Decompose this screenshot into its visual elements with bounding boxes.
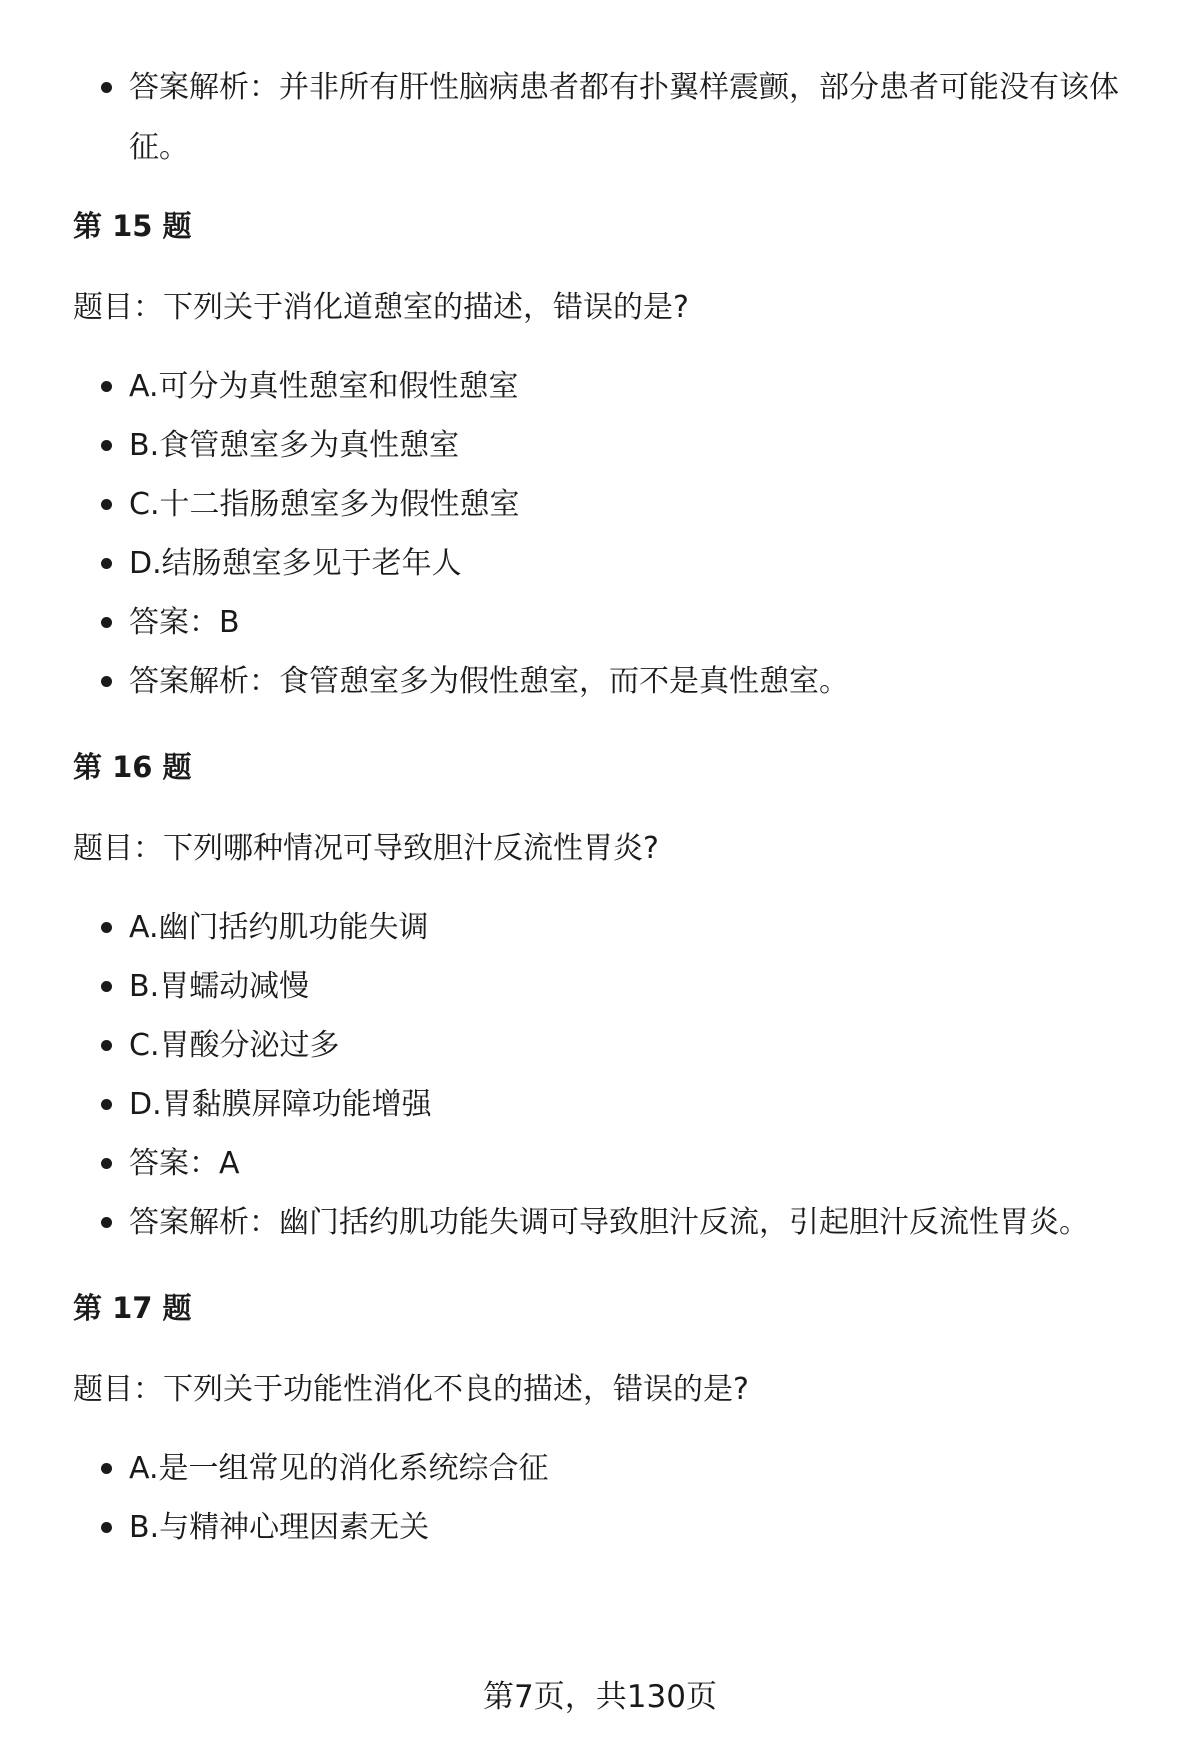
answer-text: 答案：B: [129, 605, 240, 640]
option-a: [73, 357, 1133, 416]
question-stem: 题目：下列哪种情况可导致胆汁反流性胃炎?: [73, 831, 659, 866]
explanation-text: 答案解析：并非所有肝性脑病患者都有扑翼样震颤，部分患者可能没有该体征。: [129, 70, 1119, 165]
question-stem: 题目：下列关于消化道憩室的描述，错误的是?: [73, 290, 689, 325]
bullet-dot: [101, 1099, 112, 1110]
bullet-dot: [101, 558, 112, 569]
answer: [73, 1134, 1133, 1193]
bullet-dot: [101, 82, 112, 93]
bullet-dot: [101, 1040, 112, 1051]
option-c: [73, 1016, 1133, 1075]
option-text: A.是一组常见的消化系统综合征: [129, 1451, 549, 1486]
option-text: D.结肠憩室多见于老年人: [129, 546, 462, 581]
option-d: [73, 534, 1133, 593]
option-b: [73, 416, 1133, 475]
option-d: [73, 1075, 1133, 1134]
answer: [73, 593, 1133, 652]
bullet-dot: [101, 617, 112, 628]
page-number: 第7页，共130页: [483, 1679, 717, 1715]
option-list: [73, 357, 1133, 711]
explanation-text: 答案解析：幽门括约肌功能失调可导致胆汁反流，引起胆汁反流性胃炎。: [129, 1205, 1089, 1240]
option-b: [73, 1498, 1133, 1557]
prev-explanation: [73, 58, 1133, 178]
bullet-dot: [101, 1158, 112, 1169]
explanation-text: 答案解析：食管憩室多为假性憩室，而不是真性憩室。: [129, 664, 849, 699]
bullet-dot: [101, 1217, 112, 1228]
option-a: [73, 898, 1133, 957]
bullet-dot: [101, 922, 112, 933]
question-heading: 第 15 题: [73, 209, 192, 243]
bullet-dot: [101, 499, 112, 510]
option-text: C.十二指肠憩室多为假性憩室: [129, 487, 520, 522]
option-list: [73, 1439, 1133, 1557]
option-text: C.胃酸分泌过多: [129, 1028, 340, 1063]
option-b: [73, 957, 1133, 1016]
option-text: B.食管憩室多为真性憩室: [129, 428, 460, 463]
option-text: D.胃黏膜屏障功能增强: [129, 1087, 432, 1122]
question-heading: 第 17 题: [73, 1291, 192, 1325]
option-text: B.胃蠕动减慢: [129, 969, 310, 1004]
bullet-dot: [101, 676, 112, 687]
option-list: [73, 898, 1133, 1252]
question-block: [73, 747, 1133, 1252]
option-c: [73, 475, 1133, 534]
question-block: [73, 206, 1133, 711]
bullet-dot: [101, 440, 112, 451]
question-heading: 第 16 题: [73, 750, 192, 784]
answer-explanation: [73, 1193, 1133, 1252]
answer-explanation: [73, 652, 1133, 711]
option-text: B.与精神心理因素无关: [129, 1510, 430, 1545]
question-block: [73, 1288, 1133, 1557]
bullet-dot: [101, 1522, 112, 1533]
option-text: A.幽门括约肌功能失调: [129, 910, 429, 945]
bullet-dot: [101, 981, 112, 992]
bullet-dot: [101, 1463, 112, 1474]
bullet-dot: [101, 381, 112, 392]
answer-text: 答案：A: [129, 1146, 240, 1181]
option-a: [73, 1439, 1133, 1498]
page-content: [73, 58, 1133, 1557]
option-text: A.可分为真性憩室和假性憩室: [129, 369, 519, 404]
question-stem: 题目：下列关于功能性消化不良的描述，错误的是?: [73, 1372, 749, 1407]
